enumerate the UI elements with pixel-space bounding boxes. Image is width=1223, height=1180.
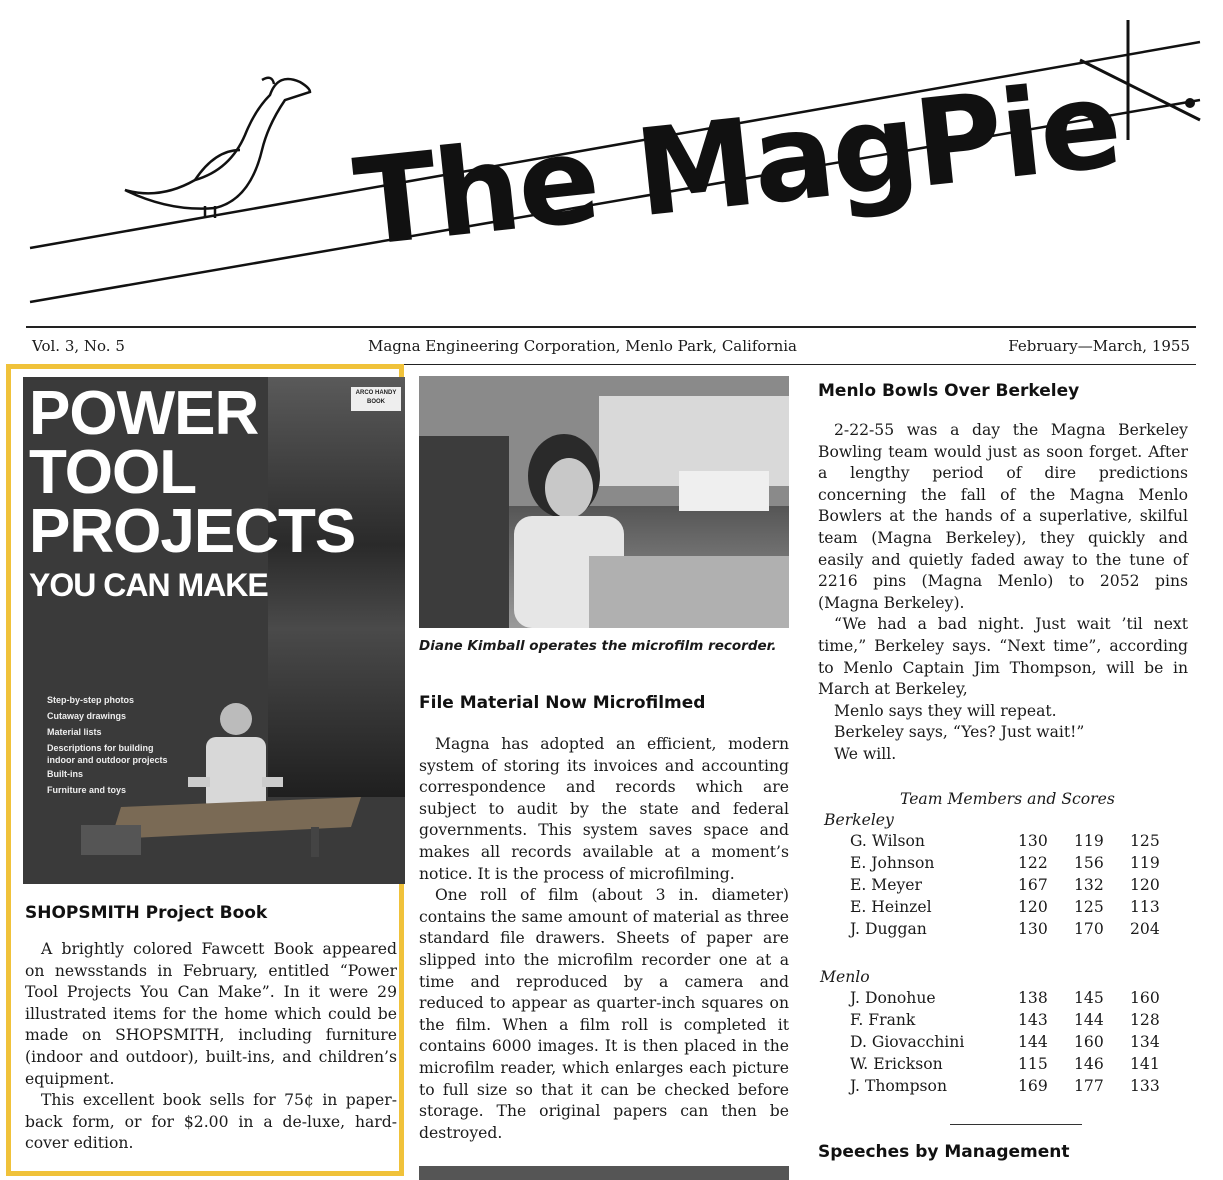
cover-title-line: POWER — [29, 379, 259, 448]
score: 125 — [1130, 832, 1160, 850]
right-article-body — [818, 420, 1188, 766]
volume-number: Vol. 3, No. 5 — [32, 337, 125, 355]
score: 133 — [1130, 1077, 1160, 1095]
cover-badge: ARCO HANDY BOOK — [351, 387, 401, 411]
menlo-scores — [850, 989, 1170, 1099]
score-row — [850, 989, 1170, 1011]
score: 130 — [1018, 832, 1048, 850]
middle-article-body — [419, 734, 789, 1144]
cover-subtitle: YOU CAN MAKE — [29, 566, 268, 603]
left-headline: SHOPSMITH Project Book — [25, 903, 268, 923]
player-name: W. Erickson — [850, 1055, 943, 1073]
issue-date: February—March, 1955 — [1008, 337, 1190, 355]
player-name: F. Frank — [850, 1011, 916, 1029]
masthead — [0, 0, 1223, 325]
score-row — [850, 920, 1170, 942]
cover-bullet: indoor and outdoor projects — [47, 755, 168, 765]
score: 122 — [1018, 854, 1048, 872]
score: 115 — [1018, 1055, 1048, 1073]
score-row — [850, 854, 1170, 876]
menlo-label: Menlo — [820, 968, 870, 986]
section-divider — [950, 1124, 1082, 1125]
cover-title-line: PROJECTS — [29, 496, 356, 566]
score: 120 — [1130, 876, 1160, 894]
player-name: J. Duggan — [850, 920, 927, 938]
score: 145 — [1074, 989, 1104, 1007]
verse-line: Menlo says they will repeat. — [834, 701, 1057, 720]
score: 160 — [1130, 989, 1160, 1007]
score: 130 — [1018, 920, 1048, 938]
score: 128 — [1130, 1011, 1160, 1029]
score: 113 — [1130, 898, 1160, 916]
score: 146 — [1074, 1055, 1104, 1073]
cover-title-line: TOOL — [29, 437, 197, 507]
score: 160 — [1074, 1033, 1104, 1051]
verse-line: We will. — [834, 744, 897, 763]
score: 177 — [1074, 1077, 1104, 1095]
left-paragraph: A brightly colored Fawcett Book appeared on newsstands in February, entitled “Power Tool Projects You Can Make”. In it were 29 illustrated items for the home which could be made on SHOPSMITH, including furniture (indoor and outdoor), built-ins, and children’s equipment. — [25, 940, 397, 1088]
score: 119 — [1130, 854, 1160, 872]
cover-bullet: Furniture and toys — [47, 785, 127, 795]
player-name: E. Johnson — [850, 854, 935, 872]
score-row — [850, 1077, 1170, 1099]
score-row — [850, 1055, 1170, 1077]
cover-bullet: Cutaway drawings — [47, 711, 127, 721]
score-row — [850, 1033, 1170, 1055]
bowling-verse — [818, 701, 1188, 766]
score: 132 — [1074, 876, 1104, 894]
middle-headline: File Material Now Microfilmed — [419, 693, 706, 713]
score: 134 — [1130, 1033, 1160, 1051]
score: 144 — [1074, 1011, 1104, 1029]
table-saw — [81, 797, 361, 857]
book-cover-image — [23, 377, 405, 884]
score-row — [850, 832, 1170, 854]
verse-line: Berkeley says, “Yes? Just wait!” — [834, 723, 1085, 742]
publisher: Magna Engineering Corporation, Menlo Park, California — [368, 337, 797, 355]
player-name: G. Wilson — [850, 832, 925, 850]
masthead-artwork — [0, 0, 1223, 325]
score: 204 — [1130, 920, 1160, 938]
berkeley-scores — [850, 832, 1170, 942]
player-name: E. Heinzel — [850, 898, 932, 916]
cover-bullet-list — [47, 692, 168, 798]
score: 143 — [1018, 1011, 1048, 1029]
middle-paragraph: Magna has adopted an efficient, modern system of storing its invoices and accounting correspondence and records which are subject to audit by the state and federal governments. This system saves space and makes all records available at a moment’s notice. It is the process of microfilming. — [419, 735, 789, 883]
score: 170 — [1074, 920, 1104, 938]
highlighted-left-column — [6, 364, 404, 1176]
score-row — [850, 1011, 1170, 1033]
player-name: D. Giovacchini — [850, 1033, 965, 1051]
player-name: J. Thompson — [850, 1077, 947, 1095]
score: 141 — [1130, 1055, 1160, 1073]
microfilm-photo — [419, 376, 789, 628]
score-row — [850, 876, 1170, 898]
score-row — [850, 898, 1170, 920]
score: 169 — [1018, 1077, 1048, 1095]
photo-caption: Diane Kimball operates the microfilm recorder. — [419, 638, 777, 654]
score: 120 — [1018, 898, 1048, 916]
berkeley-label: Berkeley — [824, 811, 894, 829]
right-paragraph: “We had a bad night. Just wait ’til next time,” Berkeley says. “Next time”, according to Menlo Captain Jim Thompson, will be in March at Berkeley, — [818, 615, 1188, 699]
next-headline: Speeches by Management — [818, 1142, 1070, 1162]
player-name: E. Meyer — [850, 876, 922, 894]
bird-icon — [125, 78, 310, 218]
score: 144 — [1018, 1033, 1048, 1051]
player-name: J. Donohue — [850, 989, 936, 1007]
cover-title — [29, 379, 356, 603]
right-headline: Menlo Bowls Over Berkeley — [818, 381, 1080, 401]
bottom-photo-edge — [419, 1166, 789, 1180]
cover-bullet: Step-by-step photos — [47, 695, 134, 705]
score: 119 — [1074, 832, 1104, 850]
right-paragraph: 2-22-55 was a day the Magna Berkeley Bowling team would just as soon forget. After a lengthy period of dire predictions concerning the fall of the Magna Menlo Bowlers at the hands of a superlative, skilful team (Magna Berkeley), they quickly and easily and quietly faded away to the tune of 2216 pins (Magna Menlo) to 2052 pins (Magna Berkeley). — [818, 421, 1188, 612]
middle-paragraph: One roll of film (about 3 in. diameter) contains the same amount of material as three standard file drawers. Sheets of paper are slipped into the microfilm recorder one at a time and reproduced by a camera and reduced to appear as quarter-inch squares on the film. When a film roll is completed it contains 6000 images. It is then placed in the microfilm reader, which enlarges each picture to full size so that it can be checked before storage. The original papers can then be destroyed. — [419, 886, 789, 1142]
score-table-title: Team Members and Scores — [900, 790, 1115, 808]
issue-line — [26, 326, 1196, 365]
cover-bullet: Descriptions for building — [47, 743, 154, 753]
microfilm-photo-illustration — [419, 376, 789, 628]
score: 167 — [1018, 876, 1048, 894]
masthead-title: The MagPie — [348, 55, 1127, 274]
left-article-body — [25, 939, 397, 1155]
score: 138 — [1018, 989, 1048, 1007]
cover-bullet: Material lists — [47, 727, 102, 737]
cover-bullet: Built-ins — [47, 769, 83, 779]
left-paragraph: This excellent book sells for 75¢ in paper-back form, or for $2.00 in a de-luxe, hard-cover edition. — [25, 1091, 397, 1153]
score: 125 — [1074, 898, 1104, 916]
score: 156 — [1074, 854, 1104, 872]
